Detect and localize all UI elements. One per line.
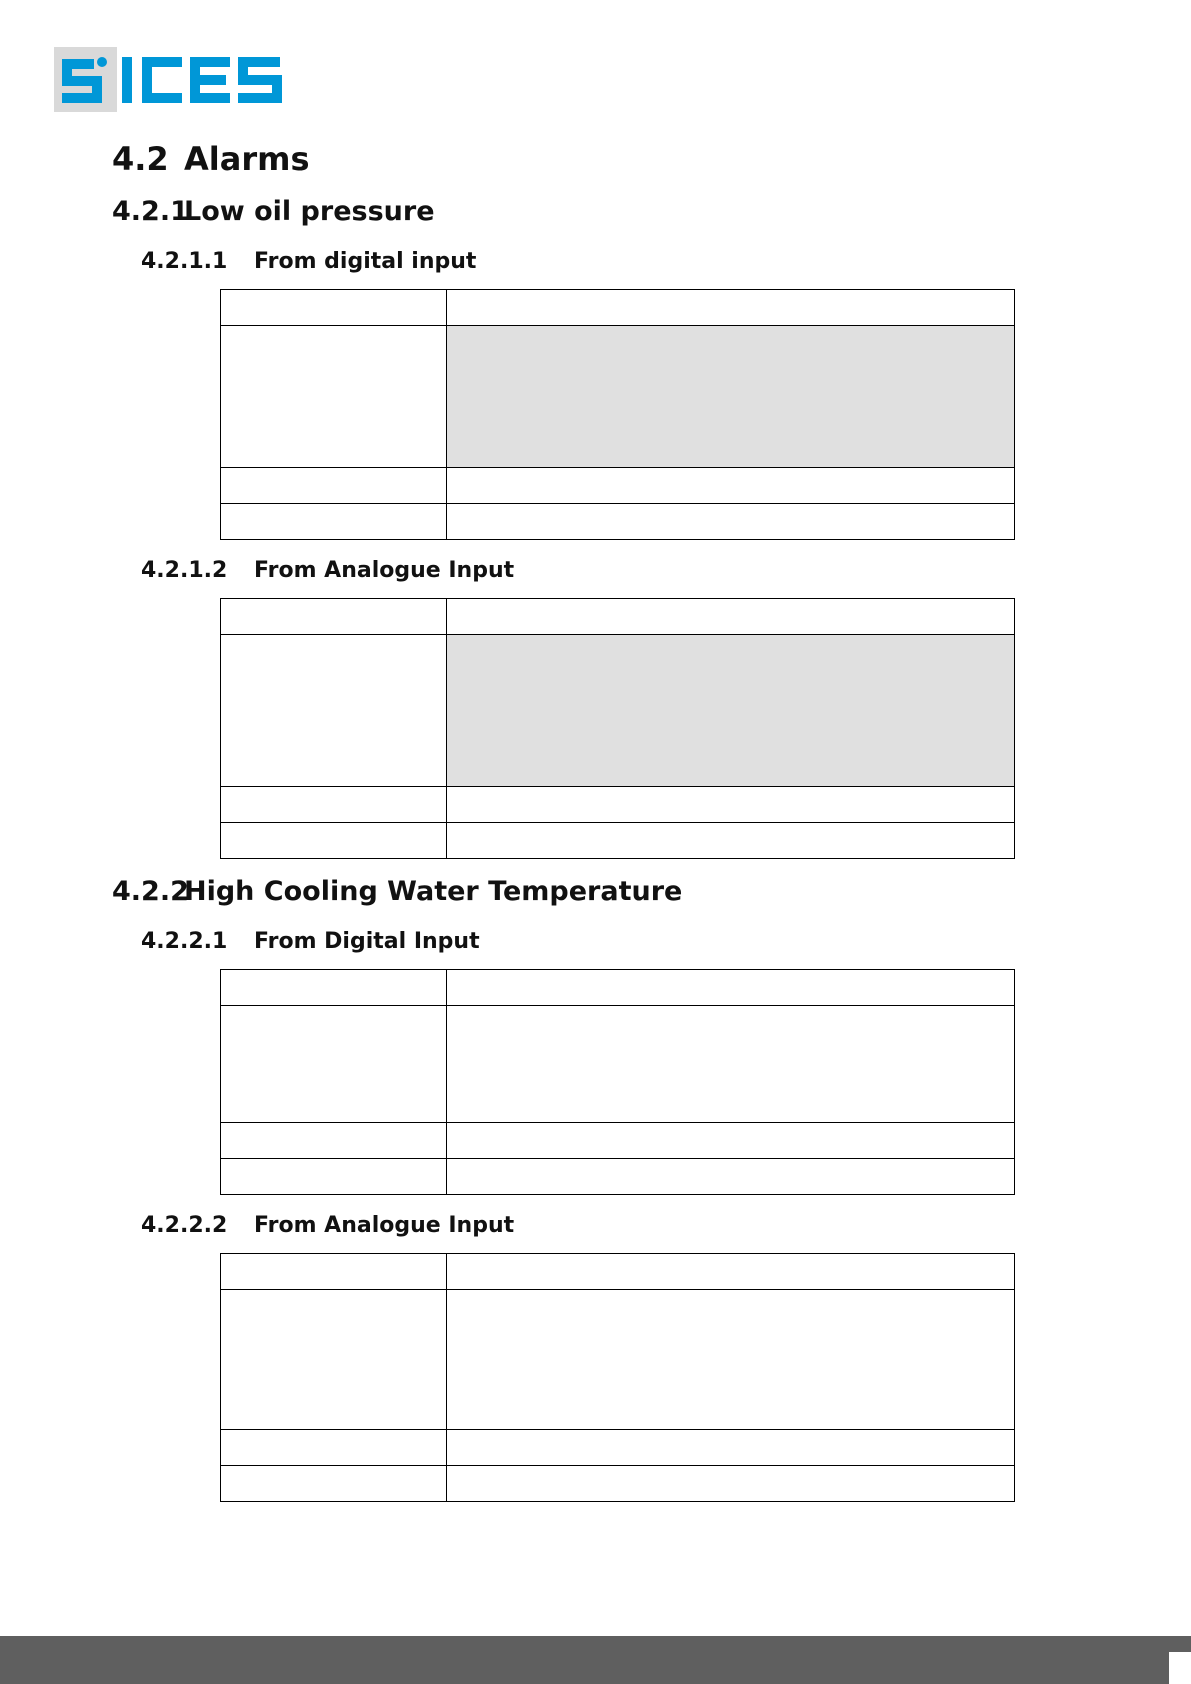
table-cell	[447, 290, 1015, 326]
subsubsection-title: From Digital Input	[254, 929, 480, 954]
table-cell	[221, 1430, 447, 1466]
table-cell	[447, 1123, 1015, 1159]
table-cell	[221, 504, 447, 540]
table-cell	[447, 468, 1015, 504]
table-cell	[447, 1159, 1015, 1195]
table-cell	[221, 599, 447, 635]
subsection-number: 4.2.1	[112, 196, 189, 227]
subsubsection-heading	[141, 558, 514, 583]
subsubsection-number: 4.2.2.1	[141, 929, 228, 954]
subsubsection-number: 4.2.1.2	[141, 558, 228, 583]
table-cell	[447, 787, 1015, 823]
table-cell	[221, 1159, 447, 1195]
subsection-title: High Cooling Water Temperature	[184, 876, 683, 907]
table-cell	[221, 1466, 447, 1502]
table-cell-shaded	[447, 635, 1015, 787]
section-heading	[112, 140, 310, 178]
alarm-table	[220, 969, 1015, 1195]
subsubsection-number: 4.2.2.2	[141, 1213, 228, 1238]
subsection-heading	[112, 876, 682, 907]
table-cell	[447, 1290, 1015, 1430]
table-cell	[221, 787, 447, 823]
sices-logo	[54, 47, 284, 113]
table-cell	[221, 1006, 447, 1123]
table-cell	[221, 635, 447, 787]
subsubsection-title: From Analogue Input	[254, 558, 515, 583]
subsubsection-number: 4.2.1.1	[141, 249, 228, 274]
table-cell	[447, 599, 1015, 635]
sices-logo-graphic	[54, 47, 284, 113]
subsubsection-heading	[141, 929, 480, 954]
section-number: 4.2	[112, 140, 169, 178]
subsection-number: 4.2.2	[112, 876, 189, 907]
section-title: Alarms	[184, 140, 310, 178]
alarm-table	[220, 598, 1015, 859]
subsection-heading	[112, 196, 435, 227]
table-cell	[221, 326, 447, 468]
table-cell	[447, 1006, 1015, 1123]
table-cell	[447, 1254, 1015, 1290]
footer-bar	[0, 1636, 1191, 1684]
table-cell	[221, 1254, 447, 1290]
table-cell	[221, 468, 447, 504]
table-cell-shaded	[447, 326, 1015, 468]
subsubsection-heading	[141, 249, 476, 274]
subsubsection-title: From Analogue Input	[254, 1213, 515, 1238]
subsection-title: Low oil pressure	[184, 196, 435, 227]
table-cell	[221, 1290, 447, 1430]
table-cell	[221, 1123, 447, 1159]
subsubsection-heading	[141, 1213, 514, 1238]
table-cell	[447, 970, 1015, 1006]
table-cell	[447, 823, 1015, 859]
table-cell	[447, 1430, 1015, 1466]
table-cell	[221, 823, 447, 859]
table-cell	[221, 290, 447, 326]
alarm-table	[220, 289, 1015, 540]
subsubsection-title: From digital input	[254, 249, 477, 274]
alarm-table	[220, 1253, 1015, 1502]
table-cell	[447, 504, 1015, 540]
footer-corner-tab	[1169, 1652, 1191, 1684]
table-cell	[447, 1466, 1015, 1502]
table-cell	[221, 970, 447, 1006]
